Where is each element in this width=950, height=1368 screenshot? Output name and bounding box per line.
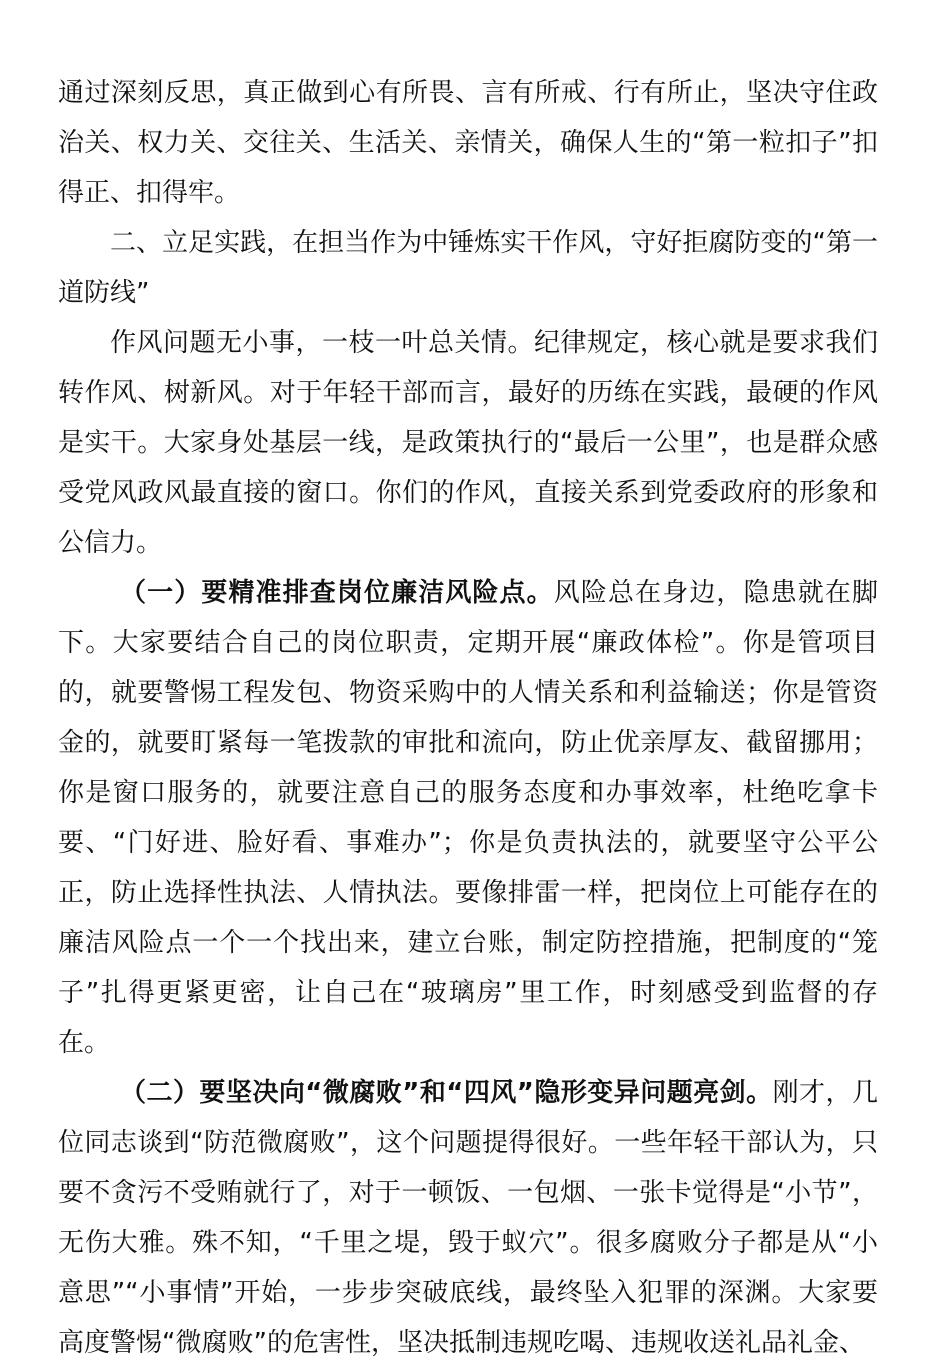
paragraph-subsection-2 (58, 1068, 878, 1368)
paragraph-continuation: 通过深刻反思，真正做到心有所畏、言有所戒、行有所止，坚决守住政治关、权力关、交往关、生活关、亲情关，确保人生的“第一粒扣子”扣得正、扣得牢。 (58, 78, 878, 208)
subsection-2-title: （二）要坚决向“微腐败”和“四风”隐形变异问题亮剑。 (120, 1078, 773, 1108)
subsection-1-body: 风险总在身边，隐患就在脚下。大家要结合自己的岗位职责，定期开展“廉政体检”。你是管项目的，就要警惕工程发包、物资采购中的人情关系和利益输送；你是管资金的，就要盯紧每一笔拨款的审批和流向，防止优亲厚友、截留挪用；你是窗口服务的，就要注意自己的服务态度和办事效率，杜绝吃拿卡要、“门好进、脸好看、事难办”；你是负责执法的，就要坚守公平公正，防止选择性执法、人情执法。要像排雷一样，把岗位上可能存在的廉洁风险点一个一个找出来，建立台账，制定防控措施，把制度的“笼子”扎得更紧更密，让自己在“玻璃房”里工作，时刻感受到监督的存在。 (58, 578, 878, 1058)
paragraph-intro: 作风问题无小事，一枝一叶总关情。纪律规定，核心就是要求我们转作风、树新风。对于年轻干部而言，最好的历练在实践，最硬的作风是实干。大家身处基层一线，是政策执行的“最后一公里”，也是群众感受党风政风最直接的窗口。你们的作风，直接关系到党委政府的形象和公信力。 (58, 328, 878, 558)
paragraph-subsection-1 (58, 568, 878, 1068)
subsection-1-title: （一）要精准排查岗位廉洁风险点。 (120, 578, 554, 608)
subsection-2-body: 刚才，几位同志谈到“防范微腐败”，这个问题提得很好。一些年轻干部认为，只要不贪污不受贿就行了，对于一顿饭、一包烟、一张卡觉得是“小节”，无伤大雅。殊不知，“千里之堤，毁于蚁穴”。很多腐败分子都是从“小意思”“小事情”开始，一步步突破底线，最终坠入犯罪的深渊。大家要高度警惕“微腐败”的危害性，坚决抵制违规吃喝、违规收送礼品礼金、 (58, 1078, 878, 1358)
section-heading-2: 二、立足实践，在担当作为中锤炼实干作风，守好拒腐防变的“第一道防线” (58, 228, 878, 308)
document-page (58, 68, 878, 1368)
